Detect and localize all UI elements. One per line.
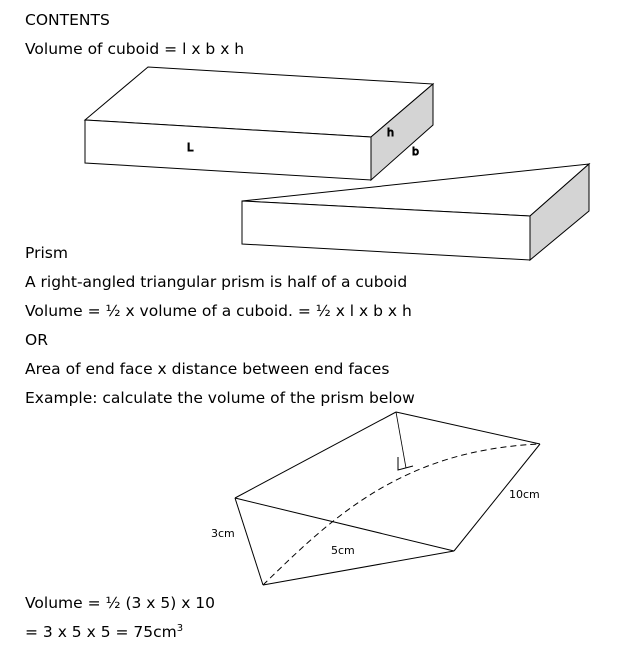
contents-heading: CONTENTS: [25, 11, 110, 29]
prism-title: Prism: [25, 244, 68, 262]
example-length-label: 10cm: [509, 488, 540, 501]
or-text: OR: [25, 331, 48, 349]
cuboid-length-label: L: [187, 141, 194, 154]
cubic-exponent: 3: [176, 622, 184, 634]
prism-edge-top-right: [396, 412, 540, 444]
example-prism-diagram: [235, 412, 540, 585]
cuboid-height-label: h: [387, 126, 394, 139]
solution-line-1: Volume = ½ (3 x 5) x 10: [25, 594, 216, 612]
solution-line-2-text: = 3 x 5 x 5 = 75cm: [25, 623, 177, 641]
prism-edge-bottom: [263, 551, 454, 585]
cuboid-diagram: [85, 67, 433, 180]
prism-description: A right-angled triangular prism is half of a cuboid: [25, 273, 408, 291]
triangular-prism-diagram: [242, 164, 589, 260]
prism-edge-left: [235, 498, 263, 585]
cuboid-breadth-label: b: [412, 145, 419, 158]
solution-line-2: [25, 622, 183, 642]
alt-volume-formula: Area of end face x distance between end faces: [25, 360, 390, 378]
cuboid-volume-formula: Volume of cuboid = l x b x h: [25, 40, 245, 58]
example-base-label: 5cm: [331, 544, 355, 557]
prism-edge-top: [235, 412, 396, 498]
prism-volume-formula: Volume = ½ x volume of a cuboid. = ½ x l x b x h: [25, 302, 412, 320]
example-height-label: 3cm: [211, 527, 235, 540]
example-prompt: Example: calculate the volume of the prism below: [25, 389, 415, 407]
